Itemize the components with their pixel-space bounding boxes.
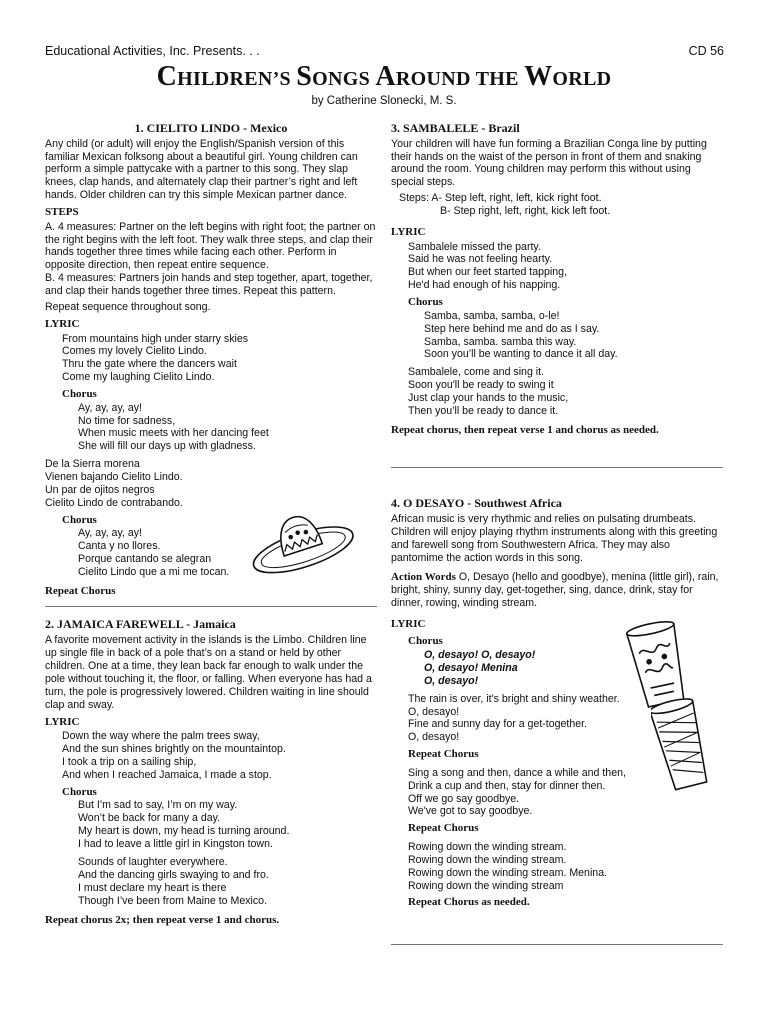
lyric-line: Rowing down the winding stream. Menina.	[408, 866, 608, 879]
title-text: ROUND THE	[395, 68, 525, 90]
repeat-chorus-note: Repeat Chorus	[45, 585, 116, 598]
divider	[391, 944, 723, 945]
right-column	[391, 121, 723, 955]
desayo-verse-3	[391, 841, 723, 893]
chorus-label: Chorus	[62, 388, 97, 401]
drum-illustration	[651, 697, 711, 793]
presenter-line: Educational Activities, Inc. Presents. . .	[45, 44, 260, 58]
lyric-line: Ay, ay, ay, ay!	[78, 527, 142, 540]
repeat-sequence: Repeat sequence throughout song.	[45, 301, 211, 314]
lyric-line: O, desayo!	[424, 674, 479, 687]
byline: by Catherine Slonecki, M. S.	[311, 95, 457, 107]
lyric-line: We've got to say goodbye.	[408, 805, 533, 818]
lyric-line: Rowing down the winding stream	[408, 879, 564, 892]
lyric-line: From mountains high under starry skies	[62, 332, 249, 345]
lyric-line: But when our feet started tapping,	[408, 266, 568, 279]
lyric-line: Un par de ojitos negros	[45, 484, 155, 497]
lyric-line: Soon you'll be ready to swing it	[408, 379, 554, 392]
repeat-chorus-1: Repeat Chorus	[408, 748, 479, 761]
lyric-line: Step here behind me and do as I say.	[424, 322, 600, 335]
title-text: ORLD	[552, 68, 612, 90]
lyric-line: Come my laughing Cielito Lindo.	[62, 371, 215, 384]
chorus-label: Chorus	[408, 296, 443, 309]
lyric-line: And the dancing girls swaying to and fro.	[78, 868, 269, 881]
lyric-line: Sing a song and then, dance a while and then,	[408, 766, 626, 779]
sambalele-chorus	[391, 310, 723, 362]
repeat-chorus-2: Repeat Chorus	[408, 822, 479, 835]
lyric-line: My heart is down, my head is turning around.	[78, 824, 290, 837]
lyric-line: Then you’ll be ready to dance it.	[408, 405, 559, 418]
title-text: HILDREN’S	[177, 68, 297, 90]
jamaica-repeat-note: Repeat chorus 2x; then repeat verse 1 and chorus.	[45, 913, 280, 926]
section-title-cielito-lindo: 1. CIELITO LINDO - Mexico	[134, 121, 288, 135]
lyric-line: Sounds of laughter everywhere.	[78, 855, 228, 868]
cielito-chorus-1	[45, 402, 377, 454]
lyric-line: And when I reached Jamaica, I made a stop.	[62, 768, 272, 781]
lyric-line: Canta y no llores.	[78, 540, 161, 553]
lyric-line: De la Sierra morena	[45, 458, 140, 471]
lyric-line: Though I’ve been from Maine to Mexico.	[78, 894, 268, 907]
lyric-label: LYRIC	[45, 715, 80, 728]
lyric-line: Fine and sunny day for a get-together.	[408, 718, 588, 731]
lyric-line: Sambalele, come and sing it.	[408, 366, 545, 379]
lyric-line: Rowing down the winding stream.	[408, 840, 567, 853]
lyric-line: Said he was not feeling hearty.	[408, 253, 553, 266]
title-capital: A	[375, 61, 396, 92]
sombrero-illustration	[246, 506, 358, 574]
cd-number: CD 56	[688, 44, 724, 58]
cielito-verse-2	[45, 458, 377, 510]
lyric-line: And the sun shines brightly on the mountaintop.	[62, 742, 286, 755]
lyric-line: When music meets with her dancing feet	[78, 427, 269, 440]
section-title-sambalele: 3. SAMBALELE - Brazil	[391, 121, 520, 135]
lyric-line: I had to leave a little girl in Kingston town.	[78, 837, 273, 850]
lyric-label: LYRIC	[391, 618, 426, 630]
lyric-line: Porque cantando se alegran	[78, 553, 212, 566]
action-words	[391, 571, 723, 610]
lyric-label: LYRIC	[45, 318, 80, 331]
sambalele-verse-2	[391, 366, 723, 418]
cielito-verse-1	[45, 333, 377, 385]
step-a: A. 4 measures: Partner on the left begins with right foot; the partner on the right begins with the left foot. They walk three steps, and clap their hands together three times while facing each other. Perform in opposite direction, then repeat entire sequence.	[45, 220, 376, 272]
chorus-label: Chorus	[408, 635, 443, 648]
lyric-line: No time for sadness,	[78, 414, 176, 427]
lyric-line: Ay, ay, ay, ay!	[78, 401, 142, 414]
page-title	[0, 60, 768, 94]
jamaica-verse-2	[45, 856, 377, 908]
jamaica-intro: A favorite movement activity in the islands is the Limbo. Children line up single file in back of a pole that’s on a stand or held by other children. One at a time, they lean back far enough to walk under the pole without touching it, the floor, or falling. When everyone has had a turn, the pole is progressively lowered. Children waiting in line should clap and sway.	[45, 634, 372, 711]
lyric-line: O, desayo! Menina	[424, 661, 518, 674]
lyric-line: But I’m sad to say, I’m on my way.	[78, 799, 238, 812]
lyric-line: Off we go say goodbye.	[408, 792, 520, 805]
chorus-label: Chorus	[62, 785, 97, 798]
lyric-line: Vienen bajando Cielito Lindo.	[45, 471, 183, 484]
action-words-text: O, Desayo (hello and goodbye), menina (little girl), rain, bright, shiny, sunny day, get-together, sing, dance, drink, stay for dinner, rowing, winding stream.	[391, 570, 719, 610]
lyric-line: Samba, samba, samba, o-le!	[424, 309, 560, 322]
lyric-line: Thru the gate where the dancers wait	[62, 358, 237, 371]
lyric-line: Down the way where the palm trees sway,	[62, 730, 260, 743]
steps-label: STEPS	[45, 206, 79, 219]
lyric-line: O, desayo!	[408, 705, 460, 718]
title-text: ONGS	[312, 68, 376, 90]
lyric-line: Rowing down the winding stream.	[408, 853, 567, 866]
lyric-line: Soon you’ll be wanting to dance it all day.	[424, 348, 618, 361]
section-title-o-desayo: 4. O DESAYO - Southwest Africa	[391, 496, 562, 511]
jamaica-chorus	[45, 799, 377, 851]
lyric-label: LYRIC	[391, 226, 426, 239]
divider	[391, 467, 723, 468]
lyric-line: O, desayo!	[408, 731, 460, 744]
divider	[45, 606, 377, 607]
desayo-intro: African music is very rhythmic and relies on pulsating drumbeats. Children will enjoy playing rhythm instruments along with this greeting and farewell song from Southwestern Africa. They may also pantomime the action words in this song.	[391, 513, 718, 564]
lyric-line: Comes my lovely Cielito Lindo.	[62, 345, 207, 358]
lyric-line: He'd had enough of his napping.	[408, 279, 561, 292]
lyric-line: O, desayo! O, desayo!	[424, 648, 536, 661]
lyric-line: Just clap your hands to the music,	[408, 392, 569, 405]
lyric-line: Drink a cup and then, stay for dinner then.	[408, 779, 606, 792]
title-capital: W	[524, 61, 553, 92]
sambalele-verse-1	[391, 241, 723, 293]
sambalele-steps-b: B- Step right, left, right, kick left foot.	[440, 205, 611, 218]
sambalele-repeat-note: Repeat chorus, then repeat verse 1 and chorus as needed.	[391, 424, 659, 437]
lyric-line: The rain is over, it's bright and shiny weather.	[408, 692, 620, 705]
lyric-line: Cielito Lindo de contrabando.	[45, 497, 183, 510]
lyric-line: Cielito Lindo que a mi me tocan.	[78, 566, 230, 579]
lyric-line: I must declare my heart is there	[78, 881, 227, 894]
cielito-intro: Any child (or adult) will enjoy the English/Spanish version of this familiar Mexican folksong about a beautiful girl. Young children can perform a simple pattycake with a partner to this song. They slap knees, clap hands, and alternately clap their partner’s right and left hands. Older children can try this simple Mexican partner dance.	[45, 137, 358, 202]
chorus-label: Chorus	[62, 513, 97, 526]
title-capital: S	[296, 61, 313, 92]
lyric-line: Sambalele missed the party.	[408, 240, 541, 253]
lyric-line: She will fill our days up with gladness.	[78, 440, 256, 453]
section-title-jamaica-farewell: 2. JAMAICA FAREWELL - Jamaica	[45, 617, 236, 632]
lyric-line: Samba, samba. samba this way.	[424, 335, 577, 348]
step-b: B. 4 measures: Partners join hands and step together, apart, together, and clap their hands together three times. Repeat this pattern.	[45, 272, 373, 298]
repeat-chorus-3: Repeat Chorus as needed.	[408, 896, 530, 909]
lyric-line: Won’t be back for many a day.	[78, 812, 221, 825]
sambalele-steps-a: Steps: A- Step left, right, left, kick right foot.	[399, 192, 602, 205]
action-words-label: Action Words	[391, 570, 456, 583]
sambalele-intro: Your children will have fun forming a Brazilian Conga line by putting their hands on the waist of the person in front of them and snaking around the room. Young children may perform this without using special steps.	[391, 137, 707, 189]
title-capital: C	[156, 61, 178, 92]
jamaica-verse-1	[45, 730, 377, 782]
lyric-line: I took a trip on a sailing ship,	[62, 755, 197, 768]
